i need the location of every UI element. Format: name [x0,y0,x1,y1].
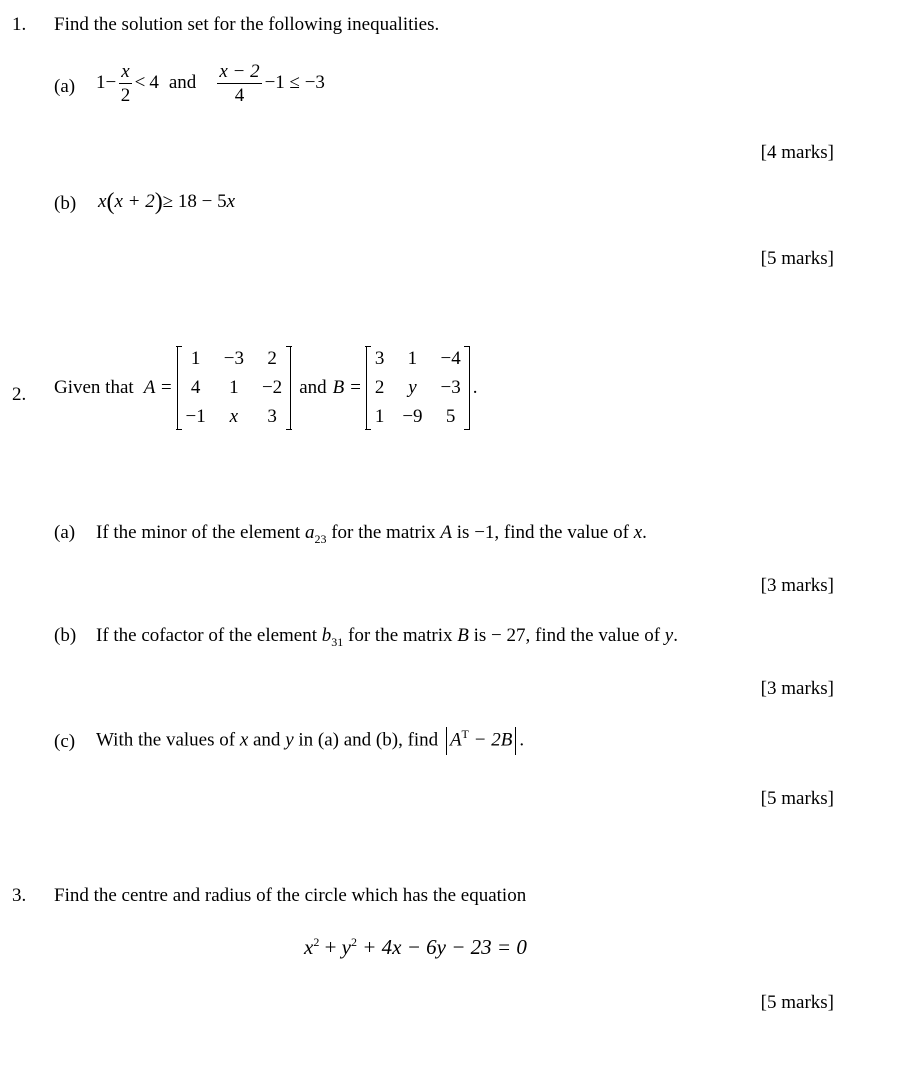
q2c-label: (c) [54,731,76,752]
q2b-t1: If the cofactor of the element [96,625,318,646]
q2c-y: y [285,729,294,751]
q2a-mat: A [440,522,453,543]
q2-matrices [54,346,478,430]
matrix-A-cell: 3 [267,405,277,427]
q2b-t3: is − 27, find the value of [473,625,661,646]
q1a-fraction-2 [217,62,261,105]
q2c-end: . [519,729,525,751]
q3-equation [304,935,527,960]
q2a-marks: [3 marks] [760,575,834,596]
q1b-inner: x + 2 [114,191,155,212]
q2c-text [96,727,524,755]
q2-given: Given that [54,376,134,398]
q3-prompt: Find the centre and radius of the circle which has the equation [54,885,527,906]
q2b-marks: [3 marks] [760,678,834,699]
q1b-marks: [5 marks] [760,248,834,269]
q1b-inequality [98,190,235,214]
q2a-t2: for the matrix [331,522,436,543]
q1a-marks: [4 marks] [760,142,834,163]
matrix-B-cell: y [408,376,417,398]
q3-y: y [341,935,351,959]
q2a-t1: If the minor of the element [96,522,301,543]
q2b-mat: B [457,625,469,646]
q1a-frac1-den: 2 [120,85,131,106]
q2b-end: . [673,625,678,646]
q2b-text [96,625,678,649]
matrix-A-cell: −3 [223,348,244,369]
q2c-T: T [461,727,469,742]
q2c-rest: − 2B [473,729,513,751]
q2b-elem: b [321,625,332,646]
q1a-inequality [96,62,325,105]
q2-number: 2. [12,384,27,405]
q2a-sub: 23 [314,531,327,546]
matrix-B [366,346,470,430]
q1b-x2: x [226,191,236,212]
matrix-A [177,346,292,430]
q2a-end: . [642,522,647,543]
q1a-and: and [168,72,197,94]
q1a-fraction-1 [119,62,131,105]
q3-rest: + 4x − 6y − 23 = 0 [362,935,527,959]
matrix-B-grid [366,346,470,430]
q1a-frac1-num: x [121,61,130,82]
q3-marks: [5 marks] [760,992,834,1013]
matrix-A-cell: −1 [185,405,206,427]
matrix-A-cell: −2 [261,376,283,398]
q1a-rest: −1 ≤ −3 [264,72,325,94]
q2c-t3: in (a) and (b), find [298,729,439,751]
matrix-A-cell: 2 [267,348,277,369]
q3-sup1: 2 [313,935,320,949]
q2b-var: y [664,625,674,646]
matrix-A-cell: x [229,405,239,427]
matrix-B-cell: 5 [445,405,456,427]
q3-number: 3. [12,885,27,906]
q2-A-label: A = [143,376,173,398]
q1b-x: x [98,191,107,212]
q2a-var: x [633,522,643,543]
matrix-B-cell: 1 [374,405,385,427]
q1a-four: 4 [149,72,159,94]
q1a-frac2-num: x − 2 [219,61,260,82]
q1a-frac2-den: 4 [234,85,245,106]
q2c-A: A [449,729,462,751]
q2a-elem: a [304,522,315,543]
matrix-B-cell: −9 [402,405,423,427]
q1b-label: (b) [54,193,77,214]
q3-plus: + [324,935,337,959]
matrix-B-cell: 1 [407,348,418,369]
q2b-sub: 31 [331,634,344,649]
q2-B-label: B = [332,376,362,398]
q2b-t2: for the matrix [348,625,453,646]
q2a-text [96,522,647,546]
q1b-open-paren: ( [106,189,115,215]
q2c-t2: and [253,729,281,751]
q2c-marks: [5 marks] [760,788,834,809]
q2a-label: (a) [54,522,76,543]
q1-prompt: Find the solution set for the following inequalities. [54,14,440,35]
q2b-label: (b) [54,625,77,646]
matrix-A-cell: 1 [229,376,239,398]
q1a-label: (a) [54,76,76,97]
q2c-t1: With the values of [96,729,236,751]
q3-x: x [304,935,314,959]
q1a-lt: < [134,72,146,94]
matrix-B-cell: −3 [440,376,461,398]
q1a-one: 1 [96,72,106,94]
q1-number: 1. [12,14,27,35]
matrix-B-cell: −4 [440,348,461,369]
q2-and: and [299,376,327,398]
q1b-close-paren: ) [154,189,163,215]
matrix-B-cell: 2 [374,376,385,398]
det-bar-left [446,727,447,755]
q2a-t3: is −1, find the value of [456,522,629,543]
q1a-minus: − [105,72,117,94]
q3-sup2: 2 [351,935,357,949]
matrix-A-cell: 1 [190,348,201,369]
det-bar-right [515,727,516,755]
matrix-A-grid [177,346,292,430]
matrix-A-cell: 4 [190,376,201,398]
matrix-B-cell: 3 [374,348,385,369]
q1b-rest: ≥ 18 − 5 [162,191,227,212]
q2c-x: x [239,729,249,751]
q2-period: . [472,376,478,398]
